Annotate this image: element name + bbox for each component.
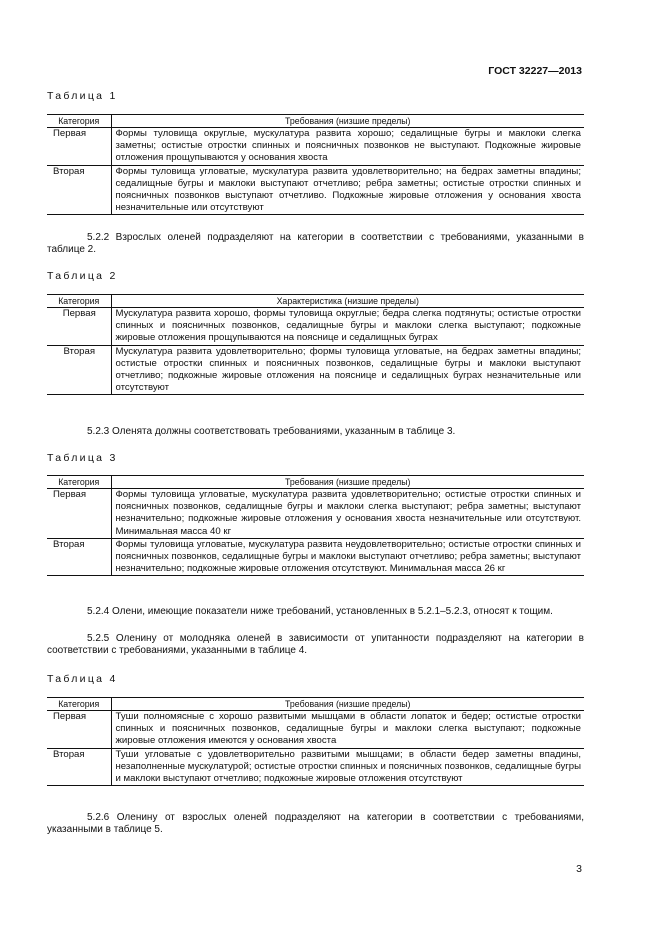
- table-1-caption: Таблица 1: [47, 90, 118, 102]
- table-1: [47, 114, 584, 215]
- paragraph-5-2-3: 5.2.3 Оленята должны соответствовать требованиями, указанным в таблице 3.: [87, 426, 456, 437]
- table-row: [47, 748, 584, 786]
- table-3-caption: Таблица 3: [47, 452, 118, 464]
- table-row: [47, 345, 584, 395]
- table-1-row-1-text: Формы туловища округлые, мускулатура развита хорошо; седалищные бугры и маклоки слегка заметны; остистые отростки спинных и поясничных позвонков не выступают. Подкожные жировые отложения прощупываются у основания хвоста: [111, 128, 584, 166]
- table-1-header-category: Категория: [47, 115, 111, 128]
- table-2: [47, 294, 584, 395]
- table-3-row-1-text: Формы туловища угловатые, мускулатура развита удовлетворительно; остистые отростки спинных и поясничных позвонков, седалищные бугры и маклоки слегка выступают; ребра заметны; выступают незначительно; подкожные жировые отложения у основания хвоста незначительные или отсутствуют. Минимальная масса 40 кг: [111, 489, 584, 539]
- paragraph-5-2-4: 5.2.4 Олени, имеющие показатели ниже требований, установленных в 5.2.1–5.2.3, относят к тощим.: [87, 606, 553, 617]
- table-row: [47, 128, 584, 166]
- table-2-header-category: Категория: [47, 295, 111, 308]
- table-2-header-characteristic: Характеристика (низшие пределы): [111, 295, 584, 308]
- table-4-row-1-category: Первая: [47, 711, 111, 749]
- table-1-header-requirements: Требования (низшие пределы): [111, 115, 584, 128]
- table-3-header-requirements: Требования (низшие пределы): [111, 476, 584, 489]
- paragraph-5-2-6: 5.2.6 Оленину от взрослых оленей подразделяют на категории в соответствии с требованиями, указанными в таблице 5.: [47, 812, 584, 835]
- table-4-row-2-text: Туши угловатые с удовлетворительно развитыми мышцами; в области бедер заметны впадины, незаполненные мускулатурой; остистые отростки спинных и поясничных позвонков, седалищные бугры и маклоки выступают отчетливо; подкожные жировые отложения отсутствуют: [111, 748, 584, 786]
- table-2-row-2-text: Мускулатура развита удовлетворительно; формы туловища угловатые, на бедрах заметны впадины; остистые отростки спинных и поясничных позвонков, седалищные бугры и маклоки выступают отчетливо; подкожные жировые отложения на пояснице и седалищных буграх незначительные или отсутствуют: [111, 345, 584, 395]
- table-3: [47, 475, 584, 576]
- paragraph-5-2-5: 5.2.5 Оленину от молодняка оленей в зависимости от упитанности подразделяют на категории в соответствии с требованиями, указанными в таблице 4.: [47, 633, 584, 656]
- table-row: [47, 538, 584, 576]
- table-3-row-2-text: Формы туловища угловатые, мускулатура развита неудовлетворительно; остистые отростки спинных и поясничных позвонков, седалищные бугры и маклоки выступают отчетливо; ребра заметны; выступают незначительно; подкожные жировые отложения отсутствуют. Минимальная масса 26 кг: [111, 538, 584, 576]
- table-row: [47, 489, 584, 539]
- table-3-row-2-category: Вторая: [47, 538, 111, 576]
- table-row: [47, 711, 584, 749]
- table-4-row-1-text: Туши полномясные с хорошо развитыми мышцами в области лопаток и бедер; остистые отростки спинных и поясничных позвонков, седалищные бугры и маклоки слегка выступают; подкожные жировые отложения имеются у основания хвоста: [111, 711, 584, 749]
- table-1-row-1-category: Первая: [47, 128, 111, 166]
- table-2-row-1-text: Мускулатура развита хорошо, формы туловища округлые; бедра слегка подтянуты; остистые отростки спинных и поясничных позвонков, седалищные бугры и маклоки слегка выступают; подкожные жировые отложения прощупываются на пояснице и седалищных буграх: [111, 308, 584, 346]
- table-row: [47, 165, 584, 215]
- document-header: ГОСТ 32227—2013: [488, 65, 582, 77]
- table-4-header-requirements: Требования (низшие пределы): [111, 698, 584, 711]
- table-3-row-1-category: Первая: [47, 489, 111, 539]
- table-2-row-2-category: Вторая: [47, 345, 111, 395]
- table-2-row-1-category: Первая: [47, 308, 111, 346]
- table-2-caption: Таблица 2: [47, 270, 118, 282]
- paragraph-5-2-2: 5.2.2 Взрослых оленей подразделяют на категории в соответствии с требованиями, указанными в таблице 2.: [47, 232, 584, 255]
- table-4-header-category: Категория: [47, 698, 111, 711]
- table-4-caption: Таблица 4: [47, 673, 118, 685]
- table-1-row-2-text: Формы туловища угловатые, мускулатура развита удовлетворительно; на бедрах заметны впадины; седалищные бугры и маклоки выступают отчетливо; ребра заметны; остистые отростки спинных и поясничных позвонков выступают отчетливо. Подкожные жировые отложения у основания хвоста незначительные или отсутствуют: [111, 165, 584, 215]
- table-3-header-category: Категория: [47, 476, 111, 489]
- table-4-row-2-category: Вторая: [47, 748, 111, 786]
- table-row: [47, 308, 584, 346]
- page-number: 3: [576, 863, 582, 875]
- table-1-row-2-category: Вторая: [47, 165, 111, 215]
- table-4: [47, 697, 584, 786]
